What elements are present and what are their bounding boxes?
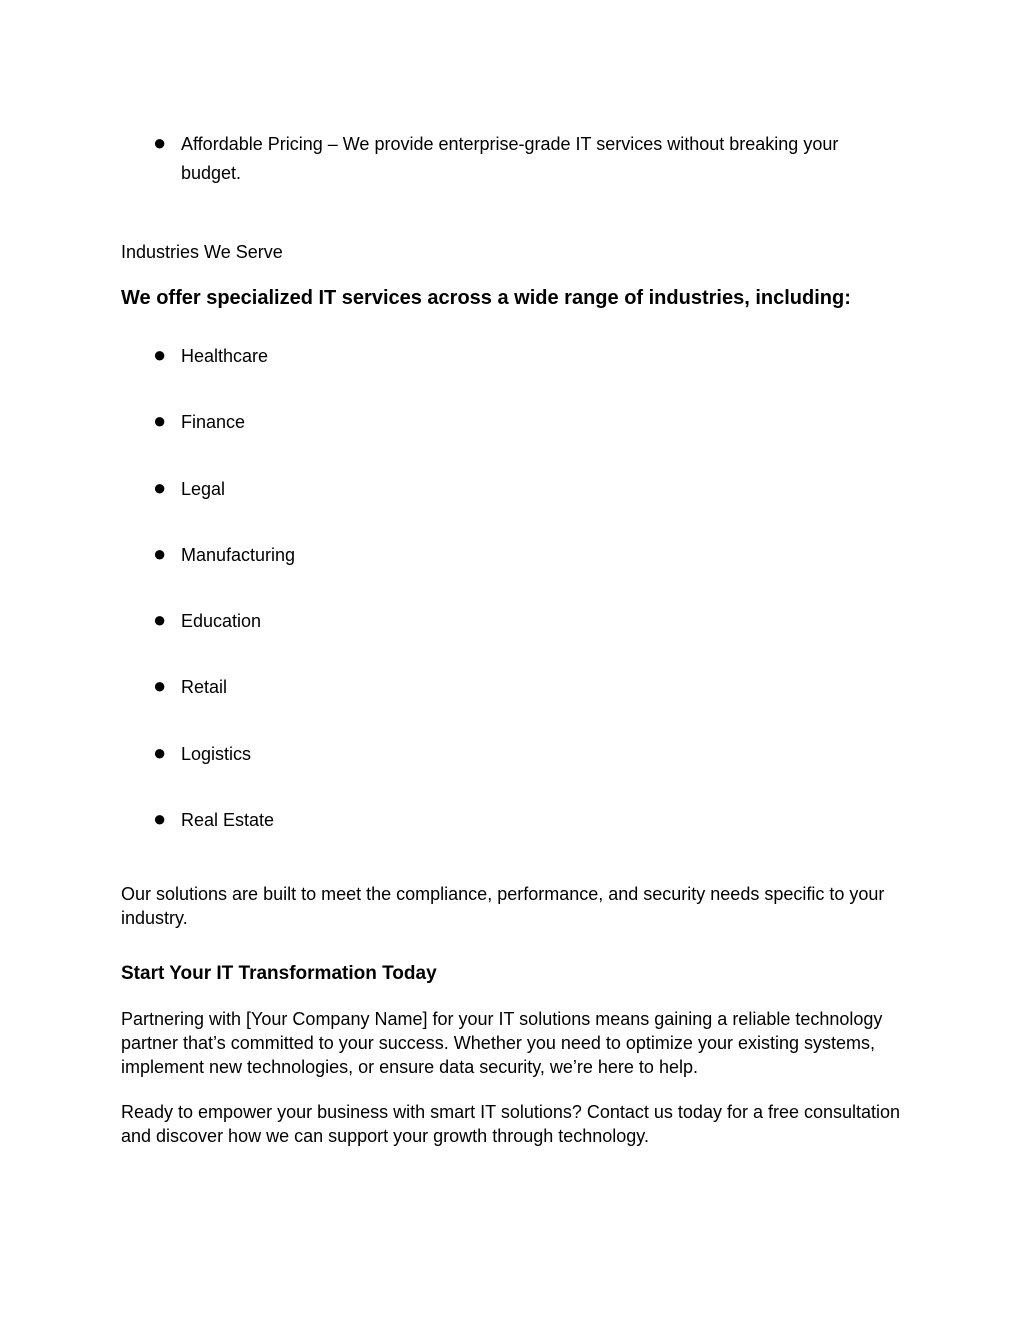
list-item-text: Retail bbox=[181, 677, 228, 697]
bullet-icon: ● bbox=[153, 673, 167, 698]
list-item-text: Education bbox=[181, 611, 262, 631]
list-item-text: Manufacturing bbox=[181, 545, 296, 565]
bullet-icon: ● bbox=[153, 408, 167, 433]
list-item-text: Logistics bbox=[181, 744, 252, 764]
cta-paragraph-1: Partnering with [Your Company Name] for your IT solutions means gaining a reliable technology partner that’s committed to your success. Whether you need to optimize your existing systems, implement new technologies, or ensure data security, we’re here to help. bbox=[121, 1009, 883, 1077]
list-item-text: Finance bbox=[181, 412, 246, 432]
bullet-icon: ● bbox=[153, 806, 167, 831]
bullet-icon: ● bbox=[153, 607, 167, 632]
list-item-text: Affordable Pricing – We provide enterprise-grade IT services without breaking your budget. bbox=[181, 134, 839, 183]
cta-heading: Start Your IT Transformation Today bbox=[121, 963, 437, 984]
industries-summary: Our solutions are built to meet the compliance, performance, and security needs specific to your industry. bbox=[121, 884, 885, 928]
bullet-icon: ● bbox=[153, 475, 167, 500]
industries-heading: We offer specialized IT services across a wide range of industries, including: bbox=[121, 287, 851, 309]
list-item-text: Legal bbox=[181, 479, 226, 499]
cta-paragraph-2: Ready to empower your business with smart IT solutions? Contact us today for a free consultation and discover how we can support your growth through technology. bbox=[121, 1102, 901, 1146]
bullet-icon: ● bbox=[153, 130, 167, 155]
list-item-text: Real Estate bbox=[181, 810, 275, 830]
section-label: Industries We Serve bbox=[121, 242, 283, 262]
list-item-text: Healthcare bbox=[181, 346, 269, 366]
bullet-icon: ● bbox=[153, 541, 167, 566]
bullet-icon: ● bbox=[153, 740, 167, 765]
bullet-icon: ● bbox=[153, 342, 167, 367]
